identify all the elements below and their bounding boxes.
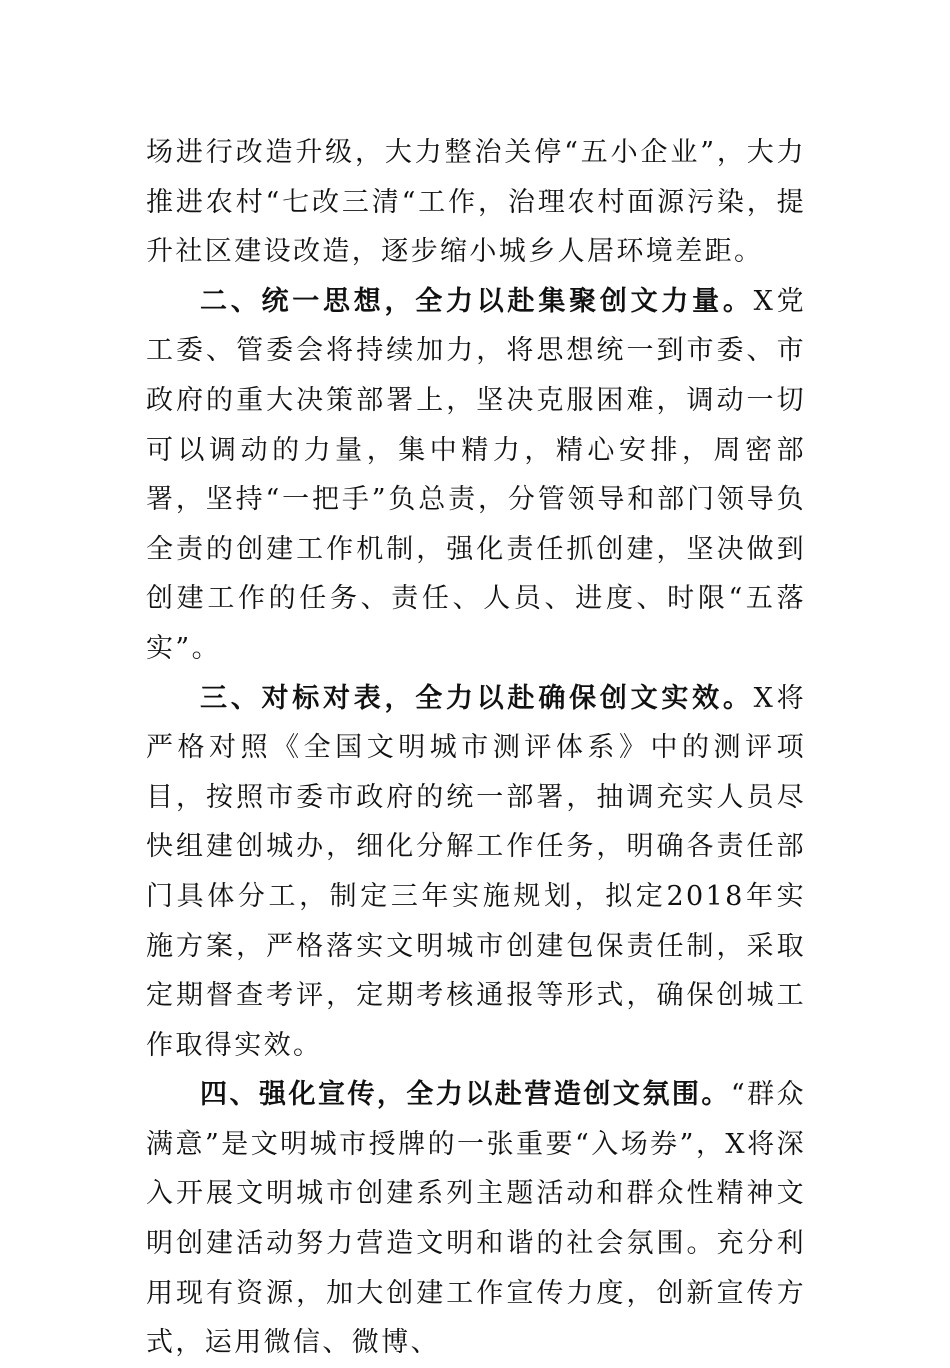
section-heading: 二、统一思想，全力以赴集聚创文力量。 bbox=[200, 285, 754, 317]
paragraph-continuation bbox=[146, 128, 806, 277]
paragraph-body: “群众满意”是文明城市授牌的一张重要“入场券”，X将深入开展文明城市创建系列主题活动和群众性精神文明创建活动努力营造文明和谐的社会氛围。充分利用现有资源，加大创建工作宣传力度，创新宣传方式，运用微信、微博、 bbox=[146, 1079, 806, 1359]
paragraph-section-3 bbox=[146, 674, 806, 1071]
paragraph-section-2 bbox=[146, 277, 806, 674]
paragraph-body: X党工委、管委会将持续加力，将思想统一到市委、市政府的重大决策部署上，坚决克服困难，调动一切可以调动的力量，集中精力，精心安排，周密部署，坚持“一把手”负总责，分管领导和部门领导负全责的创建工作机制，强化责任抓创建，坚决做到创建工作的任务、责任、人员、进度、时限“五落实”。 bbox=[146, 285, 806, 664]
paragraph-body: 场进行改造升级，大力整治关停“五小企业”，大力推进农村“七改三清“工作，治理农村面源污染，提升社区建设改造，逐步缩小城乡人居环境差距。 bbox=[146, 137, 806, 268]
document-body bbox=[146, 128, 806, 1368]
section-heading: 三、对标对表，全力以赴确保创文实效。 bbox=[200, 682, 754, 714]
paragraph-section-4 bbox=[146, 1070, 806, 1368]
section-heading: 四、强化宣传，全力以赴营造创文氛围。 bbox=[200, 1079, 731, 1111]
paragraph-body: X将严格对照《全国文明城市测评体系》中的测评项目，按照市委市政府的统一部署，抽调充实人员尽快组建创城办，细化分解工作任务，明确各责任部门具体分工，制定三年实施规划，拟定2018年实施方案，严格落实文明城市创建包保责任制，采取定期督查考评，定期考核通报等形式，确保创城工作取得实效。 bbox=[146, 682, 806, 1061]
